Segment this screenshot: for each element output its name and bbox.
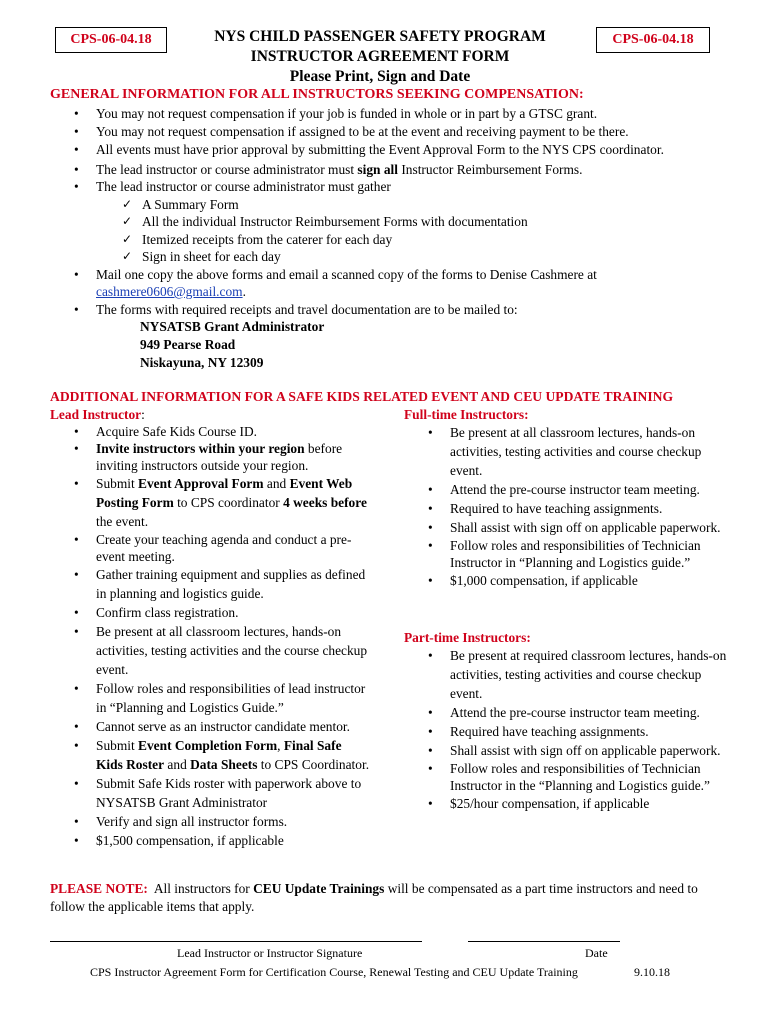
list-item-bold: 4 weeks before xyxy=(283,495,367,510)
form-code-badge-left: CPS-06-04.18 xyxy=(55,27,167,53)
checklist-item: ✓ All the individual Instructor Reimbursement Forms with documentation xyxy=(96,213,740,231)
list-item-bold: Data Sheets xyxy=(190,757,258,772)
checklist-item: ✓ A Summary Form xyxy=(96,196,740,214)
list-item-bold: Event Approval Form xyxy=(138,476,264,491)
list-item: • Be present at all classroom lectures, hands-on activities, testing activities and the course checkup event. xyxy=(50,622,370,679)
list-item: • Be present at all classroom lectures, hands-on activities, testing activities and course checkup event. xyxy=(404,423,734,480)
please-note xyxy=(50,880,720,916)
parttime-instructors-column xyxy=(404,629,734,813)
general-info-heading: GENERAL INFORMATION FOR ALL INSTRUCTORS SEEKING COMPENSATION: xyxy=(50,87,584,102)
list-item: • Be present at required classroom lectures, hands-on activities, testing activities and course checkup event. xyxy=(404,646,734,703)
list-item: • Follow roles and responsibilities of lead instructor in “Planning and Logistics Guide.” xyxy=(50,679,370,717)
please-note-label: PLEASE NOTE: xyxy=(50,881,148,896)
date-label: Date xyxy=(585,946,608,960)
list-item-text: The lead instructor or course administrator must xyxy=(96,161,358,177)
lead-instructor-title xyxy=(50,406,370,423)
checklist xyxy=(96,196,740,266)
list-item-text: All events must have prior approval by submitting the Event Approval Form to the NYS CPS coordinator. xyxy=(96,142,664,157)
list-item: • Shall assist with sign off on applicable paperwork. xyxy=(404,741,734,760)
signature-label: Lead Instructor or Instructor Signature xyxy=(177,946,363,960)
please-note-text: will be compensated as a part time instructors and need to follow the applicable items that apply. xyxy=(50,881,698,914)
list-item xyxy=(50,161,740,179)
list-item-bold: sign all xyxy=(357,161,398,177)
list-item: • You may not request compensation if assigned to be at the event and receiving payment to be there. xyxy=(50,123,740,141)
list-item xyxy=(50,474,370,531)
list-item-text: Submit xyxy=(96,476,139,491)
parttime-instructors-list xyxy=(404,646,734,813)
list-item-text: to CPS coordinator xyxy=(173,495,284,510)
list-item xyxy=(50,141,740,159)
list-item xyxy=(50,440,370,474)
list-item-text: Instructor Reimbursement Forms. xyxy=(397,161,583,177)
additional-info-heading: ADDITIONAL INFORMATION FOR A SAFE KIDS RELATED EVENT AND CEU UPDATE TRAINING xyxy=(50,389,674,404)
list-item: • Attend the pre-course instructor team meeting. xyxy=(404,703,734,722)
footer-date: 9.10.18 xyxy=(634,965,670,979)
address-line: Niskayuna, NY 12309 xyxy=(140,355,264,370)
list-item: • $1,500 compensation, if applicable xyxy=(50,831,370,850)
lead-instructor-label: Lead Instructor xyxy=(50,407,142,422)
list-item: • Acquire Safe Kids Course ID. xyxy=(50,423,370,440)
list-item-bold: Invite instructors within your region xyxy=(96,441,305,456)
list-item: • Cannot serve as an instructor candidate mentor. xyxy=(50,717,370,736)
list-item: • Attend the pre-course instructor team meeting. xyxy=(404,480,734,499)
list-item xyxy=(50,178,740,266)
general-info-section xyxy=(50,105,740,372)
list-item: • Verify and sign all instructor forms. xyxy=(50,812,370,831)
list-item: • Gather training equipment and supplies as defined in planning and logistics guide. xyxy=(50,565,370,603)
title-line-1: NYS CHILD PASSENGER SAFETY PROGRAM xyxy=(214,28,546,45)
fulltime-instructors-list xyxy=(404,423,734,590)
list-item: • You may not request compensation if your job is funded in whole or in part by a GTSC grant. xyxy=(50,105,740,123)
list-item: • Submit Safe Kids roster with paperwork above to NYSATSB Grant Administrator xyxy=(50,774,370,812)
please-note-bold: CEU Update Trainings xyxy=(253,881,385,896)
checklist-item: ✓ Sign in sheet for each day xyxy=(96,248,740,266)
email-link[interactable]: cashmere0606@gmail.com xyxy=(96,284,243,299)
title-line-2: INSTRUCTOR AGREEMENT FORM xyxy=(250,48,510,65)
parttime-instructors-title: Part-time Instructors: xyxy=(404,630,531,645)
list-item-bold: Event Web Posting Form xyxy=(96,476,353,510)
list-item: • $1,000 compensation, if applicable xyxy=(404,571,734,590)
list-item: • Follow roles and responsibilities of Technician Instructor in “Planning and Logistics guide.” xyxy=(404,537,734,571)
list-item-bold: Event Completion Form xyxy=(138,738,278,753)
list-item: • $25/hour compensation, if applicable xyxy=(404,794,734,813)
list-item: • Follow roles and responsibilities of Technician Instructor in the “Planning and Logistics guide.” xyxy=(404,760,734,794)
fulltime-instructors-title: Full-time Instructors: xyxy=(404,407,529,422)
checklist-item: ✓ Itemized receipts from the caterer for each day xyxy=(96,231,740,249)
address-line: NYSATSB Grant Administrator xyxy=(140,319,325,334)
lead-instructor-column xyxy=(50,406,370,850)
footer-text: CPS Instructor Agreement Form for Certification Course, Renewal Testing and CEU Update Training xyxy=(90,965,578,979)
list-item xyxy=(50,266,740,301)
lead-instructor-colon: : xyxy=(141,407,145,422)
list-item-text: to CPS Coordinator. xyxy=(257,757,370,772)
list-item xyxy=(50,736,370,774)
list-item: • Create your teaching agenda and conduct a pre-event meeting. xyxy=(50,531,370,565)
list-item: • Shall assist with sign off on applicable paperwork. xyxy=(404,518,734,537)
signature-line[interactable] xyxy=(50,941,422,942)
list-item: • Confirm class registration. xyxy=(50,603,370,622)
list-item-text: and xyxy=(164,757,191,772)
address-line: 949 Pearse Road xyxy=(140,337,236,352)
list-item-text: and xyxy=(263,476,290,491)
list-item-text: The lead instructor or course administrator must gather xyxy=(96,179,391,194)
list-item-text: before inviting instructors outside your region. xyxy=(96,441,343,473)
list-item: • Required to have teaching assignments. xyxy=(404,499,734,518)
list-item-text: Submit xyxy=(96,738,139,753)
please-note-text: All instructors for xyxy=(147,881,254,896)
title-line-3: Please Print, Sign and Date xyxy=(289,68,471,85)
list-item-text: Mail one copy the above forms and email a scanned copy of the forms to Denise Cashmere at xyxy=(96,266,597,282)
general-info-list xyxy=(50,105,740,318)
list-item: • The forms with required receipts and travel documentation are to be mailed to: xyxy=(50,301,740,319)
list-item-bold: Final Safe Kids Roster xyxy=(96,738,342,772)
mailing-address xyxy=(50,318,740,372)
lead-instructor-list xyxy=(50,423,370,850)
form-title xyxy=(170,27,590,87)
list-item-text: . xyxy=(242,284,246,299)
form-code-badge-right: CPS-06-04.18 xyxy=(596,27,710,53)
list-item-text: , xyxy=(277,738,284,753)
date-line[interactable] xyxy=(468,941,620,942)
list-item-text: the event. xyxy=(96,514,149,529)
list-item: • Required have teaching assignments. xyxy=(404,722,734,741)
fulltime-instructors-column xyxy=(404,406,734,590)
